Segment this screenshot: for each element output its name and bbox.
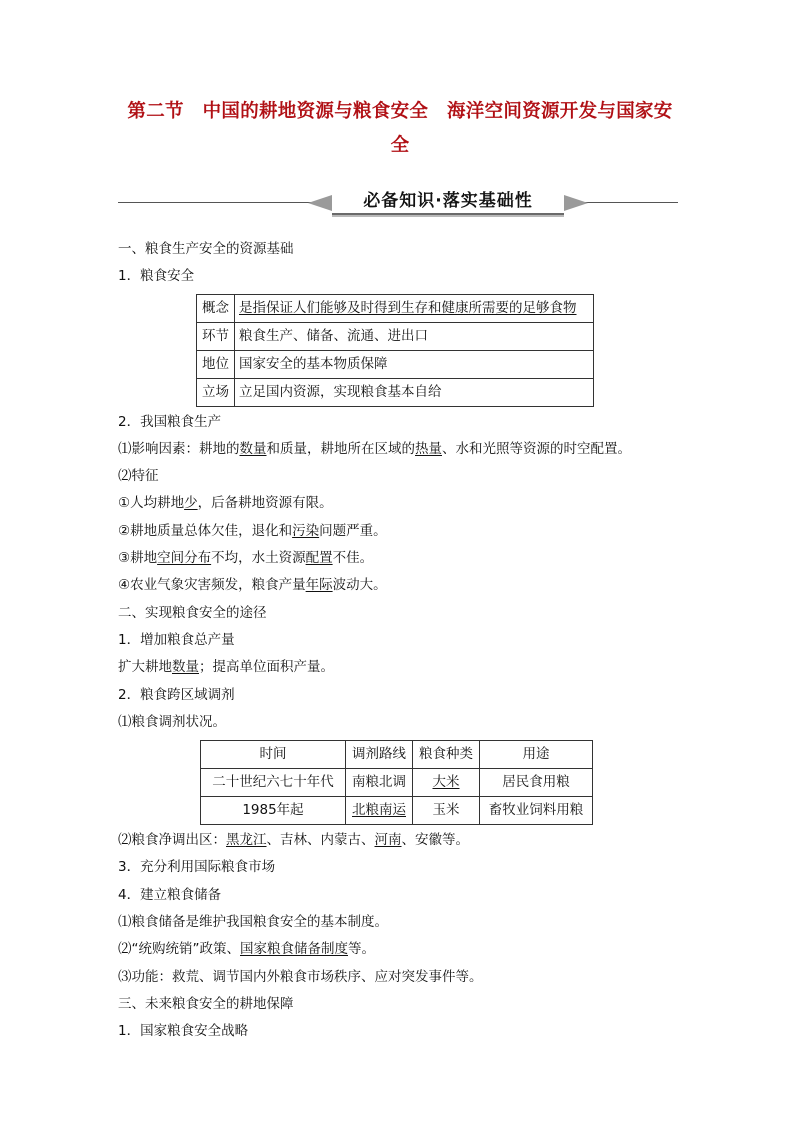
- paragraph: ⑵“统购统销”政策、国家粮食储备制度等。: [118, 941, 375, 958]
- page-title: [120, 95, 680, 163]
- grain-transfer-table: [200, 740, 593, 825]
- table-row: [197, 322, 594, 350]
- table-cell: 二十世纪六七十年代: [201, 769, 346, 797]
- paragraph: ⑴影响因素：耕地的数量和质量，耕地所在区域的热量、水和光照等资源的时空配置。: [118, 440, 631, 457]
- subheading: 1．粮食安全: [118, 268, 195, 285]
- table-cell: 立场: [197, 378, 235, 406]
- title-line-1: 第二节 中国的耕地资源与粮食安全 海洋空间资源开发与国家安: [127, 101, 673, 122]
- underlined-term: 空间分布: [157, 550, 212, 567]
- section-heading: 二、实现粮食安全的途径: [118, 604, 267, 621]
- table-cell: 1985年起: [201, 797, 346, 825]
- paragraph: ⑵特征: [118, 468, 159, 485]
- paragraph: ⑵粮食净调出区：黑龙江、吉林、内蒙古、河南、安徽等。: [118, 832, 469, 849]
- underlined-term: 数量: [239, 440, 267, 457]
- underlined-term: 国家粮食储备制度: [240, 941, 348, 958]
- banner-arrow-left-icon: [308, 195, 332, 211]
- underlined-term: 少: [184, 495, 198, 512]
- underlined-term: 污染: [292, 522, 320, 539]
- document-body: [118, 236, 738, 1046]
- list-item: ③耕地空间分布不均，水土资源配置不佳。: [118, 550, 374, 567]
- table-row: [201, 797, 593, 825]
- paragraph: 扩大耕地数量；提高单位面积产量。: [118, 659, 334, 676]
- paragraph: ⑴粮食储备是维护我国粮食安全的基本制度。: [118, 914, 388, 931]
- table-cell: 立足国内资源，实现粮食基本自给: [235, 378, 594, 406]
- underlined-term: 数量: [172, 659, 199, 676]
- underlined-term: 热量: [415, 440, 442, 457]
- food-security-table: [196, 294, 594, 407]
- column-header: 用途: [480, 741, 593, 769]
- subheading: 1．增加粮食总产量: [118, 631, 235, 648]
- subheading: 2．粮食跨区域调剂: [118, 686, 235, 703]
- table-cell: 玉米: [413, 797, 480, 825]
- table-cell: 居民食用粮: [480, 769, 593, 797]
- table-row: [197, 378, 594, 406]
- underlined-term: 配置: [305, 550, 333, 567]
- column-header: 调剂路线: [346, 741, 413, 769]
- column-header: 时间: [201, 741, 346, 769]
- table-cell: 概念: [197, 294, 235, 322]
- table-cell: [235, 294, 594, 322]
- section-heading: 三、未来粮食安全的耕地保障: [118, 995, 294, 1012]
- subheading: 2．我国粮食生产: [118, 413, 222, 430]
- list-item: ④农业气象灾害频发，粮食产量年际波动大。: [118, 577, 387, 594]
- subheading: 3．充分利用国际粮食市场: [118, 859, 276, 876]
- paragraph: ⑶功能：救荒、调节国内外粮食市场秩序、应对突发事件等。: [118, 968, 483, 985]
- underlined-term: 北粮南运: [352, 802, 406, 819]
- table-row: [197, 350, 594, 378]
- section-banner: [118, 183, 678, 217]
- subheading: 1．国家粮食安全战略: [118, 1023, 249, 1040]
- underlined-term: 河南: [374, 832, 402, 849]
- table-cell: 环节: [197, 322, 235, 350]
- section-heading: 一、粮食生产安全的资源基础: [118, 241, 294, 257]
- title-line-2: 全: [390, 135, 410, 156]
- table-cell: 国家安全的基本物质保障: [235, 350, 594, 378]
- list-item: ①人均耕地少，后备耕地资源有限。: [118, 495, 333, 512]
- table-cell: 地位: [197, 350, 235, 378]
- banner-arrow-right-icon: [564, 195, 588, 211]
- table-row: [197, 294, 594, 322]
- underlined-term: 黑龙江: [226, 832, 267, 849]
- underlined-term: 年际: [305, 577, 333, 594]
- banner-label: 必备知识·落实基础性: [363, 191, 533, 211]
- table-row: [201, 769, 593, 797]
- table-cell: 南粮北调: [346, 769, 413, 797]
- subheading: 4．建立粮食储备: [118, 886, 222, 903]
- table-cell: [346, 797, 413, 825]
- table-cell: 粮食生产、储备、流通、进出口: [235, 322, 594, 350]
- banner-rule-left: [118, 202, 318, 203]
- underlined-term: 大米: [432, 774, 460, 791]
- table-header-row: [201, 741, 593, 769]
- list-item: ②耕地质量总体欠佳，退化和污染问题严重。: [118, 522, 387, 539]
- underlined-term: 是指保证人们能够及时得到生存和健康所需要的足够食物: [239, 299, 577, 316]
- column-header: 粮食种类: [413, 741, 480, 769]
- table-cell: [413, 769, 480, 797]
- paragraph: ⑴粮食调剂状况。: [118, 713, 226, 730]
- table-cell: 畜牧业饲料用粮: [480, 797, 593, 825]
